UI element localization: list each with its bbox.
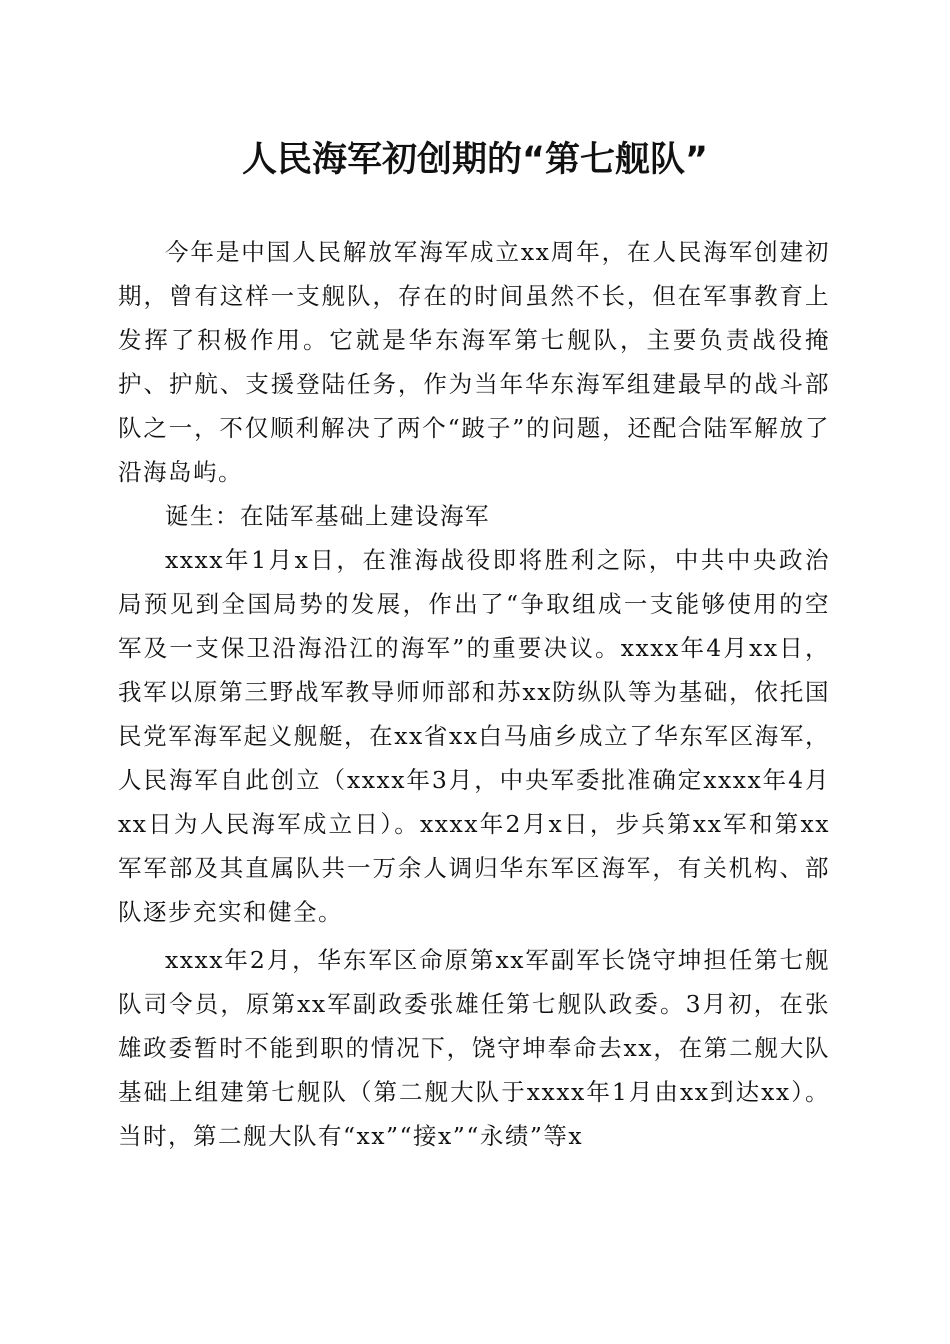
paragraph-seventh-fleet: xxxx年2月，华东军区命原第xx军副军长饶守坤担任第七舰队司令员，原第xx军副政委张雄任第七舰队政委。3月初，在张雄政委暂时不能到职的情况下，饶守坤奉命去xx，在第二舰大队基础上组建第七舰队（第二舰大队于xxxx年1月由xx到达xx）。当时，第二舰大队有“xx”“接x”“永绩”等x — [118, 946, 830, 1150]
paragraph-founding: xxxx年1月x日，在淮海战役即将胜利之际，中共中央政治局预见到全国局势的发展，作出了“争取组成一支能够使用的空军及一支保卫沿海沿江的海军”的重要决议。xxxx年4月xx日，我军以原第三野战军教导师师部和苏xx防纵队等为基础，依托国民党军海军起义舰艇，在xx省xx白马庙乡成立了华东军区海军，人民海军自此创立（xxxx年3月，中央军委批准确定xxxx年4月xx日为人民海军成立日）。xxxx年2月x日，步兵第xx军和第xx军军部及其直属队共一万余人调归华东军区海军，有关机构、部队逐步充实和健全。 — [118, 546, 830, 926]
document-body — [118, 230, 830, 1158]
paragraph-intro: 今年是中国人民解放军海军成立xx周年，在人民海军创建初期，曾有这样一支舰队，存在的时间虽然不长，但在军事教育上发挥了积极作用。它就是华东海军第七舰队，主要负责战役掩护、护航、支援登陆任务，作为当年华东海军组建最早的战斗部队之一，不仅顺利解决了两个“跛子”的问题，还配合陆军解放了沿海岛屿。 — [118, 238, 830, 486]
document-title: 人民海军初创期的“第七舰队” — [241, 140, 708, 180]
section-heading: 诞生：在陆军基础上建设海军 — [165, 502, 490, 530]
